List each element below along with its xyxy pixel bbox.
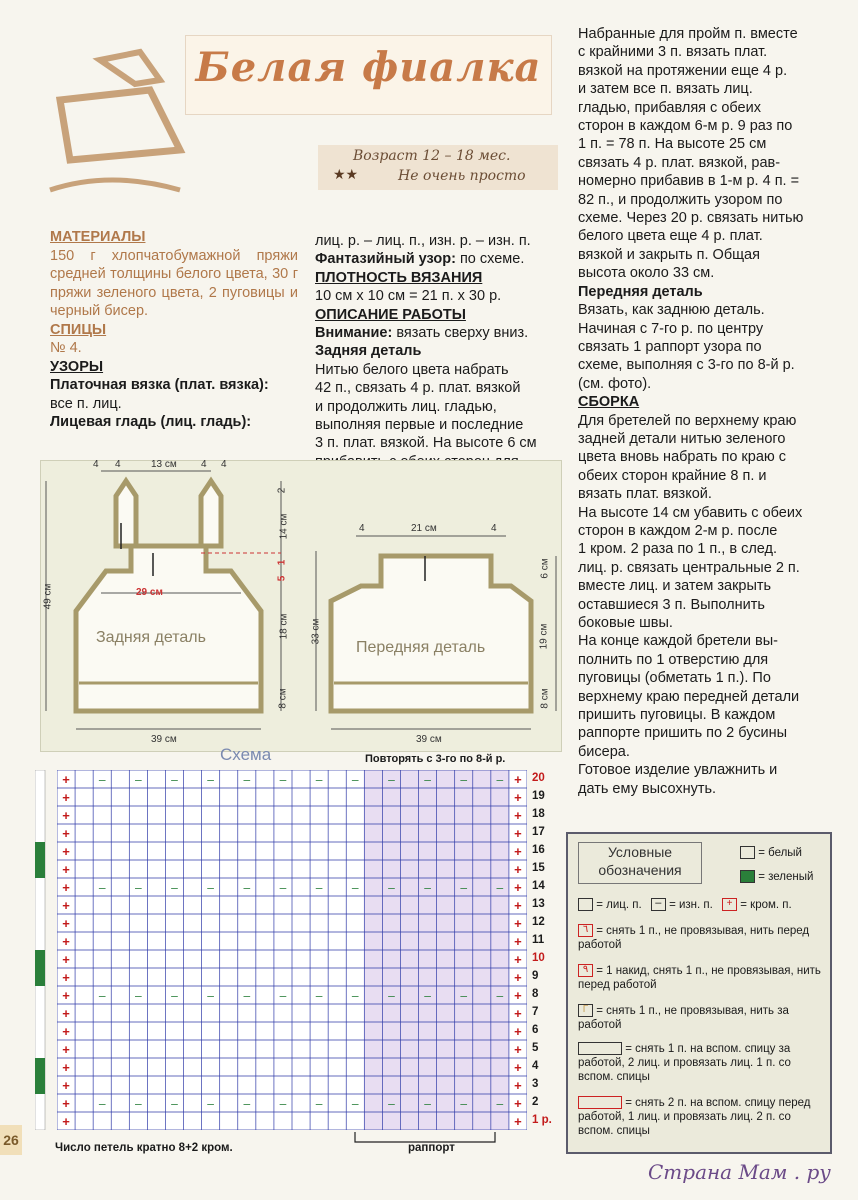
- front-height: 33 см: [310, 618, 322, 645]
- purl-symbol: –: [171, 880, 178, 895]
- purl-symbol: –: [207, 772, 214, 787]
- purl-symbol: –: [424, 1096, 431, 1111]
- dimension-label: 4: [359, 523, 365, 534]
- edge-stitch-symbol: +: [62, 952, 70, 968]
- legend-purl: = изн. п.: [669, 899, 713, 911]
- fancy-label: Фантазийный узор:: [315, 251, 456, 268]
- front-width-bottom: 39 см: [416, 734, 442, 745]
- edge-stitch-symbol: +: [514, 952, 522, 968]
- attention-text: вязать сверху вниз.: [396, 325, 529, 342]
- edge-stitch-symbol: +: [62, 772, 70, 788]
- row-number: 2: [532, 1096, 539, 1108]
- purl-symbol: –: [207, 880, 214, 895]
- purl-symbol: –: [279, 1096, 287, 1111]
- purl-symbol: –: [496, 988, 504, 1003]
- edge-stitch-symbol: +: [514, 1024, 522, 1040]
- edge-stitch-symbol: +: [514, 1006, 522, 1022]
- purl-symbol: –: [279, 988, 287, 1003]
- purl-symbol: –: [351, 1096, 359, 1111]
- repeat-note: Повторять с 3-го по 8-й р.: [365, 753, 506, 765]
- purl-symbol: –: [171, 988, 178, 1003]
- edge-stitch-symbol: +: [514, 1078, 522, 1094]
- garter-label: Платочная вязка (плат. вязка):: [50, 377, 269, 393]
- diagram-svg: [41, 461, 561, 751]
- text-line: задней детали нитью зеленого: [578, 430, 786, 447]
- stars-icon: ★★: [333, 167, 359, 183]
- row-number: 6: [532, 1024, 539, 1036]
- purl-symbol: –: [351, 772, 359, 787]
- materials-section: [50, 228, 298, 432]
- edge-stitch-symbol: +: [514, 790, 522, 806]
- stockinette-text: лиц. р. – лиц. п., изн. р. – изн. п.: [315, 233, 531, 249]
- legend-title: Условные обозначения: [578, 842, 702, 884]
- purl-symbol: –: [315, 772, 323, 787]
- text-line: оставшиеся 3 п. Выполнить: [578, 596, 765, 613]
- text-line: лиц. р. связать центральные 2 п.: [578, 559, 800, 576]
- front-piece-shape: [331, 556, 531, 711]
- text-line: полнить по 1 отверстию для: [578, 651, 769, 668]
- rapport-label: раппорт: [408, 1142, 455, 1154]
- legend-box: [566, 832, 832, 1154]
- text-line: вязкой на протяжении еще 4 р.: [578, 62, 788, 79]
- legend-knit: = лиц. п.: [596, 899, 642, 911]
- purl-symbol: –: [496, 1096, 504, 1111]
- legend-yo-slip: = 1 накид, снять 1 п., не провязывая, нить перед работой: [578, 965, 821, 991]
- text-line: Набранные для пройм п. вместе: [578, 26, 798, 42]
- text-line: 1 п. = 78 п. На высоте 25 см: [578, 136, 767, 153]
- age-label: Возраст 12 – 18 мес.: [353, 148, 511, 164]
- purl-symbol: –: [171, 1096, 178, 1111]
- purl-symbol: –: [388, 1096, 395, 1111]
- row-number: 12: [532, 916, 545, 928]
- page-title: Белая фиалка: [195, 44, 542, 91]
- purl-symbol: –: [98, 988, 106, 1003]
- materials-heading: МАТЕРИАЛЫ: [50, 229, 146, 245]
- front-heading: Передняя деталь: [578, 283, 703, 300]
- ship-illustration: [40, 40, 190, 200]
- legend-cable-right: = снять 2 п. на вспом. спицу перед работой, 1 лиц. и провязать лиц. 2 п. со вспом. спицы: [578, 1097, 811, 1137]
- purl-symbol: –: [424, 880, 431, 895]
- row-number: 18: [532, 808, 545, 820]
- row-number: 5: [532, 1042, 539, 1054]
- edge-stitch-symbol: +: [62, 916, 70, 932]
- materials-text: 150 г хлопчатобумажной пряжи средней толщины белого цвета, 30 г пряжи зеленого цвета, 2 пуговицы и черный бисер.: [50, 247, 298, 319]
- edge-stitch-symbol: +: [514, 970, 522, 986]
- purl-symbol: –: [243, 772, 251, 787]
- text-line: схеме. Через 20 р. связать нитью: [578, 210, 804, 227]
- text-line: Готовое изделие увлажнить и: [578, 762, 778, 779]
- edge-stitch-symbol: +: [514, 826, 522, 842]
- edge-stitch-symbol: +: [62, 790, 70, 806]
- purl-symbol: –: [460, 772, 468, 787]
- front-piece-label: Передняя деталь: [356, 639, 486, 656]
- purl-symbol: –: [388, 772, 395, 787]
- purl-symbol: –: [315, 988, 323, 1003]
- text-line: обеих сторон крайние 8 п. и: [578, 467, 767, 484]
- back-continued-text: [578, 25, 821, 283]
- purl-symbol: –: [351, 988, 359, 1003]
- text-line: сторон в каждом 6-м р. 9 раз по: [578, 118, 793, 135]
- text-line: вместе лиц. и затем закрыть: [578, 578, 772, 595]
- dimension-label: 2: [276, 487, 288, 494]
- row-number: 14: [532, 880, 545, 892]
- dimension-label: 19 см: [538, 623, 550, 650]
- purl-symbol: –: [135, 772, 142, 787]
- difficulty-label: Не очень просто: [398, 168, 526, 184]
- edge-symbol-icon: +: [722, 898, 737, 911]
- text-line: с крайними 3 п. вязать плат.: [578, 44, 768, 61]
- row-number: 8: [532, 988, 539, 1000]
- back-width-bottom: 39 см: [151, 734, 177, 745]
- work-heading: ОПИСАНИЕ РАБОТЫ: [315, 306, 466, 323]
- cable-left-symbol-icon: [578, 1042, 622, 1055]
- edge-stitch-symbol: +: [514, 898, 522, 914]
- legend-slip-back: = снять 1 п., не провязывая, нить перед работой: [578, 925, 810, 951]
- row-number: 11: [532, 934, 545, 946]
- edge-stitch-symbol: +: [514, 880, 522, 896]
- text-line: связать 1 раппорт узора по: [578, 338, 762, 355]
- text-line: цвета вновь набрать по краю с: [578, 449, 787, 466]
- edge-stitch-symbol: +: [514, 844, 522, 860]
- legend-edge: = кром. п.: [740, 899, 792, 911]
- text-line: раппорте пришить по 2 бусины: [578, 725, 788, 742]
- text-line: Для бретелей по верхнему краю: [578, 412, 797, 429]
- text-line: дать ему высохнуть.: [578, 780, 717, 797]
- edge-stitch-symbol: +: [62, 880, 70, 896]
- knit-symbol-icon: [578, 898, 593, 911]
- edge-stitch-symbol: +: [514, 1114, 522, 1130]
- dimension-label: 13 см: [151, 459, 177, 470]
- purl-symbol: –: [496, 880, 504, 895]
- density-heading: ПЛОТНОСТЬ ВЯЗАНИЯ: [315, 269, 483, 286]
- stitch-count-note: Число петель кратно 8+2 кром.: [55, 1142, 233, 1154]
- purl-symbol: –: [171, 772, 178, 787]
- slip-back-symbol-icon: ٦: [578, 924, 593, 937]
- row-number: 15: [532, 862, 545, 874]
- edge-stitch-symbol: +: [62, 1060, 70, 1076]
- edge-stitch-symbol: +: [62, 844, 70, 860]
- edge-stitch-symbol: +: [62, 1096, 70, 1112]
- text-line: На конце каждой бретели вы-: [578, 633, 779, 650]
- knitting-chart: [57, 770, 527, 1130]
- density-text: 10 см х 10 см = 21 п. х 30 р.: [315, 288, 502, 305]
- text-line: пришить пуговицы. В каждом: [578, 707, 776, 724]
- edge-stitch-symbol: +: [62, 934, 70, 950]
- purl-symbol: –: [98, 1096, 106, 1111]
- text-line: верхнему краю передней детали: [578, 688, 800, 705]
- row-number: 7: [532, 1006, 539, 1018]
- back-heading: Задняя деталь: [315, 343, 422, 360]
- title-banner: [185, 35, 552, 115]
- attention-label: Внимание:: [315, 325, 393, 342]
- purl-symbol: –: [424, 988, 431, 1003]
- edge-stitch-symbol: +: [62, 898, 70, 914]
- purl-symbol: –: [243, 880, 251, 895]
- edge-stitch-symbol: +: [514, 772, 522, 788]
- purl-symbol: –: [496, 772, 504, 787]
- purl-symbol: –: [279, 880, 287, 895]
- purl-symbol: –: [460, 988, 468, 1003]
- needles-heading: СПИЦЫ: [50, 321, 107, 338]
- purl-symbol: –: [315, 880, 323, 895]
- purl-symbol: –: [388, 988, 395, 1003]
- text-line: схеме, выполняя с 3-го по 8-й р.: [578, 357, 795, 374]
- dimension-label: 4: [115, 459, 121, 470]
- text-line: гладью, прибавляя с обеих: [578, 99, 761, 116]
- text-line: пуговицы (обметать 1 п.). По: [578, 670, 771, 687]
- edge-stitch-symbol: +: [514, 1096, 522, 1112]
- legend-cable-left: = снять 1 п. на вспом. спицу за работой, 2 лиц. и провязать лиц. 1 п. со вспом. спицы: [578, 1043, 791, 1083]
- text-line: 1 кром. 2 раза по 1 п., в след.: [578, 541, 778, 558]
- dimension-label: 4: [201, 459, 207, 470]
- text-line: 82 п., и продолжить узором по: [578, 191, 783, 208]
- edge-stitch-symbol: +: [514, 808, 522, 824]
- edge-stitch-symbol: +: [62, 1042, 70, 1058]
- purl-symbol: –: [243, 988, 251, 1003]
- row-number: 13: [532, 898, 545, 910]
- dimension-label: 5: [276, 575, 288, 582]
- back-piece-label: Задняя деталь: [96, 629, 206, 646]
- purl-symbol: –: [243, 1096, 251, 1111]
- needles-text: № 4.: [50, 340, 82, 356]
- edge-stitch-symbol: +: [62, 970, 70, 986]
- text-line: и продолжить лиц. гладью,: [315, 398, 497, 415]
- purl-symbol: –: [460, 1096, 468, 1111]
- chart-title: Схема: [220, 745, 272, 764]
- text-line: На высоте 14 см убавить с обеих: [578, 504, 803, 521]
- edge-stitch-symbol: +: [514, 1042, 522, 1058]
- row-number: 1 р.: [532, 1114, 552, 1126]
- text-line: и затем все п. вязать лиц.: [578, 81, 753, 98]
- purl-symbol: –: [98, 772, 106, 787]
- purl-symbol-icon: –: [651, 898, 666, 911]
- edge-stitch-symbol: +: [62, 1114, 70, 1130]
- text-line: вязать плат. вязкой.: [578, 486, 712, 503]
- color-strip: [35, 770, 47, 1130]
- purl-symbol: –: [135, 1096, 142, 1111]
- edge-stitch-symbol: +: [514, 1060, 522, 1076]
- text-line: выполняя первые и последние: [315, 417, 524, 434]
- text-line: номерно прибавив в 1-м р. 4 п. =: [578, 173, 800, 190]
- dimension-label: 21 см: [411, 523, 437, 534]
- page-number: 26: [0, 1125, 22, 1155]
- assembly-text: [578, 412, 821, 799]
- dimension-label: 14 см: [278, 513, 290, 540]
- row-number: 3: [532, 1078, 539, 1090]
- text-line: Вязать, как заднюю деталь.: [578, 302, 765, 319]
- purl-symbol: –: [207, 1096, 214, 1111]
- text-line: высота около 33 см.: [578, 265, 715, 282]
- row-number: 4: [532, 1060, 539, 1072]
- edge-stitch-symbol: +: [62, 988, 70, 1004]
- watermark-logo: Страна Мам . ру: [648, 1160, 831, 1184]
- edge-stitch-symbol: +: [62, 1024, 70, 1040]
- back-piece-shape: [76, 481, 261, 711]
- row-number: 17: [532, 826, 545, 838]
- front-text: [578, 301, 821, 393]
- dimension-label: 4: [221, 459, 227, 470]
- edge-stitch-symbol: +: [62, 808, 70, 824]
- dimension-label: 4: [491, 523, 497, 534]
- patterns-heading: УЗОРЫ: [50, 358, 104, 375]
- purl-symbol: –: [424, 772, 431, 787]
- edge-stitch-symbol: +: [514, 916, 522, 932]
- row-number: 19: [532, 790, 545, 802]
- edge-stitch-symbol: +: [514, 988, 522, 1004]
- text-line: вязкой и закрыть п. Общая: [578, 246, 760, 263]
- purl-symbol: –: [315, 1096, 323, 1111]
- text-line: 42 п., связать 4 р. плат. вязкой: [315, 380, 521, 397]
- green-swatch-icon: [740, 870, 755, 883]
- row-number: 20: [532, 772, 545, 784]
- assembly-heading: СБОРКА: [578, 394, 640, 411]
- back-height: 49 см: [42, 583, 54, 610]
- edge-stitch-symbol: +: [62, 1006, 70, 1022]
- row-number: 16: [532, 844, 545, 856]
- cable-right-symbol-icon: [578, 1096, 622, 1109]
- row-number: 10: [532, 952, 545, 964]
- difficulty-box: [318, 145, 558, 190]
- dimension-label: 6 см: [539, 558, 551, 579]
- text-line: 3 п. плат. вязкой. На высоте 6 см: [315, 435, 537, 452]
- purl-symbol: –: [98, 880, 106, 895]
- slip-front-symbol-icon: Γ: [578, 1004, 593, 1017]
- dimension-label: 4: [93, 459, 99, 470]
- pattern-diagram: [40, 460, 562, 752]
- text-line: Нитью белого цвета набрать: [315, 361, 509, 378]
- garter-text: все п. лиц.: [50, 395, 122, 412]
- edge-stitch-symbol: +: [62, 826, 70, 842]
- white-swatch-icon: [740, 846, 755, 859]
- purl-symbol: –: [388, 880, 395, 895]
- purl-symbol: –: [460, 880, 468, 895]
- purl-symbol: –: [351, 880, 359, 895]
- dimension-label: 8 см: [539, 688, 551, 709]
- edge-stitch-symbol: +: [514, 862, 522, 878]
- dimension-label: 8 см: [277, 688, 289, 709]
- dimension-label: 18 см: [278, 613, 290, 640]
- purl-symbol: –: [135, 880, 142, 895]
- text-line: Начиная с 7-го р. по центру: [578, 320, 764, 337]
- dimension-label: 1: [276, 559, 288, 566]
- back-width-mid: 29 см: [136, 587, 163, 598]
- stockinette-label: Лицевая гладь (лиц. гладь):: [50, 414, 252, 430]
- purl-symbol: –: [279, 772, 287, 787]
- row-number: 9: [532, 970, 539, 982]
- legend-slip-front: = снять 1 п., не провязывая, нить за работой: [578, 1005, 789, 1031]
- purl-symbol: –: [135, 988, 142, 1003]
- edge-stitch-symbol: +: [62, 1078, 70, 1094]
- row-numbers: [532, 770, 562, 1130]
- text-line: (см. фото).: [578, 375, 652, 392]
- text-line: связать 4 р. плат. вязкой, рав-: [578, 154, 781, 171]
- fancy-text: по схеме.: [459, 251, 525, 268]
- text-line: боковые швы.: [578, 615, 673, 631]
- yo-slip-symbol-icon: ٩: [578, 964, 593, 977]
- legend-green: = зеленый: [758, 871, 814, 883]
- edge-stitch-symbol: +: [514, 934, 522, 950]
- text-line: бисера.: [578, 743, 630, 760]
- purl-symbol: –: [207, 988, 214, 1003]
- right-column: [578, 25, 821, 798]
- edge-stitch-symbol: +: [62, 862, 70, 878]
- text-line: сторон в каждом 2-м р. после: [578, 522, 778, 539]
- middle-column: [315, 232, 555, 490]
- text-line: белого цвета еще 4 р. плат.: [578, 228, 763, 245]
- legend-white: = белый: [758, 847, 802, 859]
